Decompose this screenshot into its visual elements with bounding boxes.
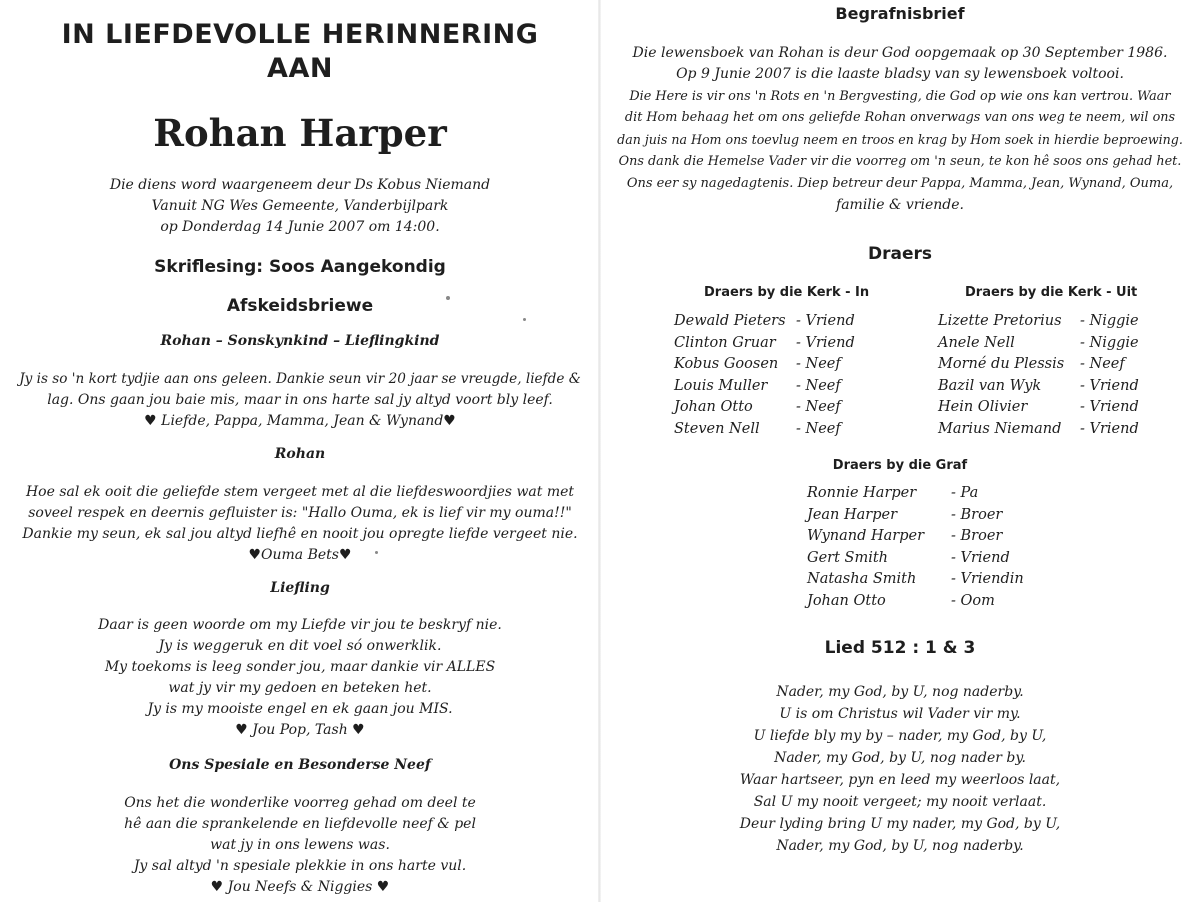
church-in-heading: Draers by die Kerk - In — [704, 285, 870, 300]
bearer-role: - Vriend — [796, 334, 855, 351]
funeral-line: familie & vriende. — [836, 197, 964, 213]
bearer-name: Steven Nell — [674, 420, 760, 437]
letter-line: Jy sal altyd 'n spesiale plekkie in ons harte vul. — [133, 858, 467, 874]
letter-line: Ons het die wonderlike voorreg gehad om deel te — [124, 795, 476, 811]
bearer-role: - Broer — [951, 528, 1003, 544]
hymn-heading: Lied 512 : 1 & 3 — [824, 638, 976, 658]
hymn-line: U is om Christus wil Vader vir my. — [779, 706, 1021, 722]
bearer-role: - Niggie — [1080, 334, 1139, 351]
paper-speck — [446, 296, 450, 300]
hymn-line: Nader, my God, by U, nog naderby. — [776, 838, 1024, 854]
bearer-role: - Niggie — [1080, 313, 1139, 329]
letter-signature: ♥ Jou Neefs & Niggies ♥ — [210, 879, 390, 895]
letter-line: Daar is geen woorde om my Liefde vir jou te beskryf nie. — [98, 617, 502, 633]
hymn-line: Sal U my nooit vergeet; my nooit verlaat. — [753, 794, 1047, 810]
service-line: Vanuit NG Wes Gemeente, Vanderbijlpark — [151, 198, 449, 214]
bearer-name: Wynand Harper — [807, 528, 925, 544]
letter-line: Dankie my seun, ek sal jou altyd liefhê en nooit jou opregte liefde vergeet nie. — [22, 526, 578, 542]
bearer-name: Hein Olivier — [938, 399, 1028, 415]
bearer-role: - Vriend — [1080, 377, 1139, 394]
letter-line: Jy is weggeruk en dit voel só onwerklik. — [158, 638, 442, 654]
bearer-role: - Neef — [796, 356, 841, 372]
bearer-name: Johan Otto — [807, 592, 886, 609]
bearer-role: - Vriend — [796, 313, 855, 329]
bearer-role: - Broer — [951, 506, 1003, 523]
funeral-line: dan juis na Hom ons toevlug neem en troos en krag by Hom soek in hierdie beproewing. — [617, 132, 1183, 147]
hymn-line: Deur lyding bring U my nader, my God, by U, — [739, 816, 1061, 832]
bearer-name: Morné du Plessis — [938, 356, 1065, 372]
reading-heading: Skriflesing: Soos Aangekondig — [154, 257, 446, 277]
bearer-role: - Vriend — [1080, 420, 1139, 437]
letter-signature: ♥ Liefde, Pappa, Mamma, Jean & Wynand♥ — [144, 413, 456, 429]
hymn-line: U liefde bly my by – nader, my God, by U, — [753, 728, 1047, 744]
bearer-role: - Vriendin — [951, 571, 1024, 587]
bearer-name: Kobus Goosen — [674, 356, 779, 372]
letter-line: hê aan die sprankelende en liefdevolle neef & pel — [124, 816, 476, 832]
letter-line: lag. Ons gaan jou baie mis, maar in ons harte sal jy altyd voort bly leef. — [47, 392, 553, 408]
bearer-name: Bazil van Wyk — [938, 377, 1042, 394]
letter-title: Ons Spesiale en Besonderse Neef — [169, 757, 431, 773]
letter-line: Jy is my mooiste engel en ek gaan jou MIS. — [147, 701, 453, 717]
bearer-name: Louis Muller — [674, 377, 768, 394]
funeral-line: Ons dank die Hemelse Vader vir die voorreg om 'n seun, te kon hê soos ons gehad het. — [618, 154, 1182, 169]
bearer-name: Anele Nell — [938, 334, 1015, 351]
bearer-name: Gert Smith — [807, 549, 889, 566]
letter-signature: ♥ Jou Pop, Tash ♥ — [235, 722, 365, 738]
bearer-name: Natasha Smith — [807, 571, 917, 587]
funeral-line: dit Hom behaag het om ons geliefde Rohan onverwags van ons weg te neem, wil ons — [624, 110, 1176, 125]
funeral-line: Op 9 Junie 2007 is die laaste bladsy van sy lewensboek voltooi. — [676, 66, 1124, 82]
bearer-name: Lizette Pretorius — [938, 313, 1062, 329]
service-line: op Donderdag 14 Junie 2007 om 14:00. — [160, 219, 440, 235]
hymn-line: Nader, my God, by U, nog nader by. — [774, 750, 1026, 766]
bearer-name: Ronnie Harper — [807, 485, 917, 501]
letter-line: My toekoms is leeg sonder jou, maar dankie vir ALLES — [104, 659, 496, 675]
bearer-role: - Oom — [951, 592, 995, 609]
bearer-name: Johan Otto — [674, 399, 753, 415]
letter-line: soveel respek en deernis gefluister is: "Hallo Ouma, ek is lief vir my ouma!!" — [28, 505, 572, 521]
letter-line: wat jy vir my gedoen en beteken het. — [168, 680, 432, 696]
bearer-role: - Pa — [951, 485, 979, 501]
bearer-role: - Vriend — [1080, 399, 1139, 415]
funeral-line: Die Here is vir ons 'n Rots en 'n Bergvesting, die God op wie ons kan vertrou. Waar — [629, 89, 1171, 104]
bearers-heading: Draers — [868, 244, 932, 264]
funeral-line: Die lewensboek van Rohan is deur God oopgemaak op 30 September 1986. — [632, 45, 1168, 61]
bearer-role: - Neef — [796, 377, 841, 394]
letter-signature: ♥Ouma Bets♥ — [248, 547, 352, 563]
funeral-line: Ons eer sy nagedagtenis. Diep betreur deur Pappa, Mamma, Jean, Wynand, Ouma, — [626, 176, 1174, 191]
letter-title: Rohan — [274, 446, 326, 462]
paper-speck — [375, 551, 378, 554]
letters-heading: Afskeidsbriewe — [226, 296, 374, 316]
bearer-name: Dewald Pieters — [674, 313, 786, 329]
bearer-name: Clinton Gruar — [674, 334, 776, 351]
grave-heading: Draers by die Graf — [832, 458, 968, 473]
letter-line: wat jy in ons lewens was. — [210, 837, 390, 853]
right-page — [600, 0, 1200, 902]
deceased-name: Rohan Harper — [153, 111, 447, 155]
service-line: Die diens word waargeneem deur Ds Kobus Niemand — [109, 177, 491, 193]
bearer-name: Jean Harper — [807, 506, 898, 523]
paper-speck — [523, 318, 526, 321]
bearer-role: - Vriend — [951, 549, 1010, 566]
letter-line: Hoe sal ek ooit die geliefde stem vergeet met al die liefdeswoordjies wat met — [25, 484, 575, 500]
title-line-2: AAN — [267, 53, 333, 84]
letter-title: Rohan – Sonskynkind – Lieflingkind — [160, 333, 440, 349]
hymn-line: Waar hartseer, pyn en leed my weerloos laat, — [739, 772, 1061, 788]
hymn-line: Nader, my God, by U, nog naderby. — [776, 684, 1024, 700]
letter-title: Liefling — [270, 580, 330, 596]
title-line-1: IN LIEFDEVOLLE HERINNERING — [61, 19, 539, 50]
letter-line: Jy is so 'n kort tydjie aan ons geleen. Dankie seun vir 20 jaar se vreugde, liefde & — [19, 371, 581, 387]
bearer-role: - Neef — [1080, 356, 1125, 372]
bearer-role: - Neef — [796, 420, 841, 437]
bearer-role: - Neef — [796, 399, 841, 415]
funeral-heading: Begrafnisbrief — [835, 4, 965, 23]
bearer-name: Marius Niemand — [938, 420, 1062, 437]
church-out-heading: Draers by die Kerk - Uit — [965, 285, 1138, 300]
